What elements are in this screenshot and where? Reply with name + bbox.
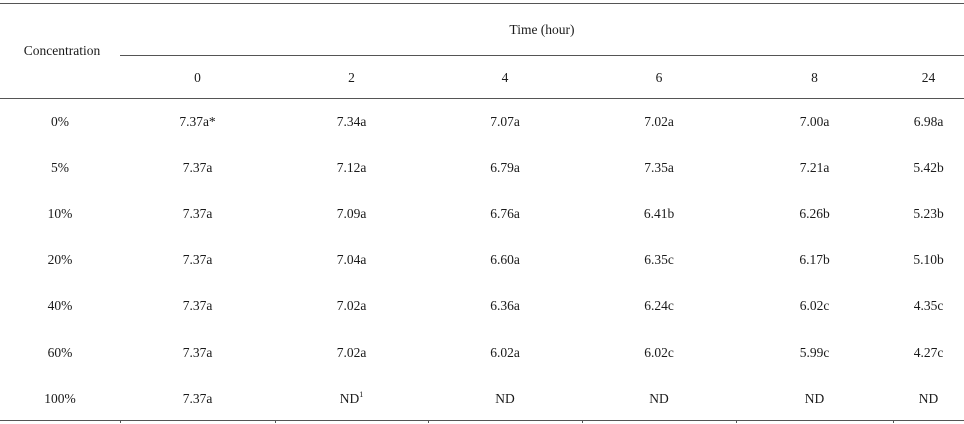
table-cell: ND bbox=[918, 391, 939, 406]
row-label: 0% bbox=[51, 114, 69, 129]
table-cell: 7.37a bbox=[182, 298, 213, 313]
table-cell: 7.37a bbox=[182, 391, 213, 406]
table-cell: 7.12a bbox=[336, 160, 367, 175]
table-cell: 6.02c bbox=[799, 298, 830, 313]
table-cell: 5.42b bbox=[913, 160, 944, 175]
table-cell: ND bbox=[649, 391, 669, 406]
table-cell: 6.41b bbox=[643, 206, 675, 221]
row-header-concentration: Concentration bbox=[23, 43, 101, 58]
table-cell: 7.09a bbox=[336, 206, 367, 221]
time-column-header: 6 bbox=[655, 70, 663, 85]
table-cell: 5.10b bbox=[913, 252, 944, 267]
column-tick bbox=[275, 420, 276, 423]
table-cell: 6.02a bbox=[490, 345, 520, 360]
time-column-header: 4 bbox=[501, 70, 509, 85]
table-cell: 6.24c bbox=[644, 298, 674, 313]
row-label: 100% bbox=[44, 391, 76, 406]
table-cell: 6.76a bbox=[490, 206, 520, 221]
table-cell: ND bbox=[495, 391, 515, 406]
table-cell: 7.02a bbox=[644, 114, 674, 129]
table-cell: 7.37a bbox=[182, 252, 213, 267]
table-cell: 4.27c bbox=[913, 345, 944, 360]
time-column-header: 24 bbox=[921, 70, 936, 85]
time-column-header: 8 bbox=[811, 70, 818, 85]
column-tick bbox=[893, 420, 894, 423]
row-label: 10% bbox=[47, 206, 73, 221]
table-cell: 4.35c bbox=[913, 298, 944, 313]
table-cell: 7.37a* bbox=[179, 114, 216, 129]
table-cell: 7.34a bbox=[336, 114, 367, 129]
table-cell: 7.37a bbox=[182, 345, 213, 360]
column-tick bbox=[120, 420, 121, 423]
row-label: 40% bbox=[47, 298, 73, 313]
column-tick bbox=[582, 420, 583, 423]
table-cell: 6.60a bbox=[490, 252, 520, 267]
table-cell: 7.04a bbox=[336, 252, 367, 267]
table-cell: 6.79a bbox=[490, 160, 520, 175]
table-cell: 5.23b bbox=[913, 206, 944, 221]
table-cell: 7.35a bbox=[644, 160, 674, 175]
row-label: 60% bbox=[47, 345, 73, 360]
time-column-header: 2 bbox=[348, 70, 355, 85]
table-cell: 7.21a bbox=[799, 160, 830, 175]
footnote-mark: 1 bbox=[359, 390, 364, 399]
table-cell: 7.00a bbox=[799, 114, 830, 129]
table-cell: 6.26b bbox=[799, 206, 830, 221]
table-cell: 7.37a bbox=[182, 206, 213, 221]
table-cell: ND bbox=[804, 391, 825, 406]
row-label: 20% bbox=[47, 252, 73, 267]
table-cell: 6.17b bbox=[799, 252, 830, 267]
table-bottom-rule bbox=[0, 420, 964, 421]
header-bottom-rule bbox=[0, 98, 964, 99]
table-cell: 6.98a bbox=[913, 114, 944, 129]
column-tick bbox=[736, 420, 737, 423]
table-cell: 5.99c bbox=[799, 345, 830, 360]
row-label: 5% bbox=[51, 160, 69, 175]
nd-value: ND bbox=[339, 391, 360, 406]
table-top-rule bbox=[0, 3, 964, 4]
column-group-header-time: Time (hour) bbox=[509, 22, 575, 37]
table-cell: 6.36a bbox=[490, 298, 520, 313]
table-cell: 7.02a bbox=[336, 345, 367, 360]
table-cell: 7.37a bbox=[182, 160, 213, 175]
table-cell: 6.02c bbox=[644, 345, 674, 360]
table-cell: 7.02a bbox=[336, 298, 367, 313]
table-cell: 6.35c bbox=[644, 252, 674, 267]
column-tick bbox=[428, 420, 429, 423]
table-cell: 7.07a bbox=[490, 114, 520, 129]
time-column-header: 0 bbox=[194, 70, 201, 85]
time-header-rule bbox=[120, 55, 964, 56]
table-cell bbox=[275, 391, 428, 407]
